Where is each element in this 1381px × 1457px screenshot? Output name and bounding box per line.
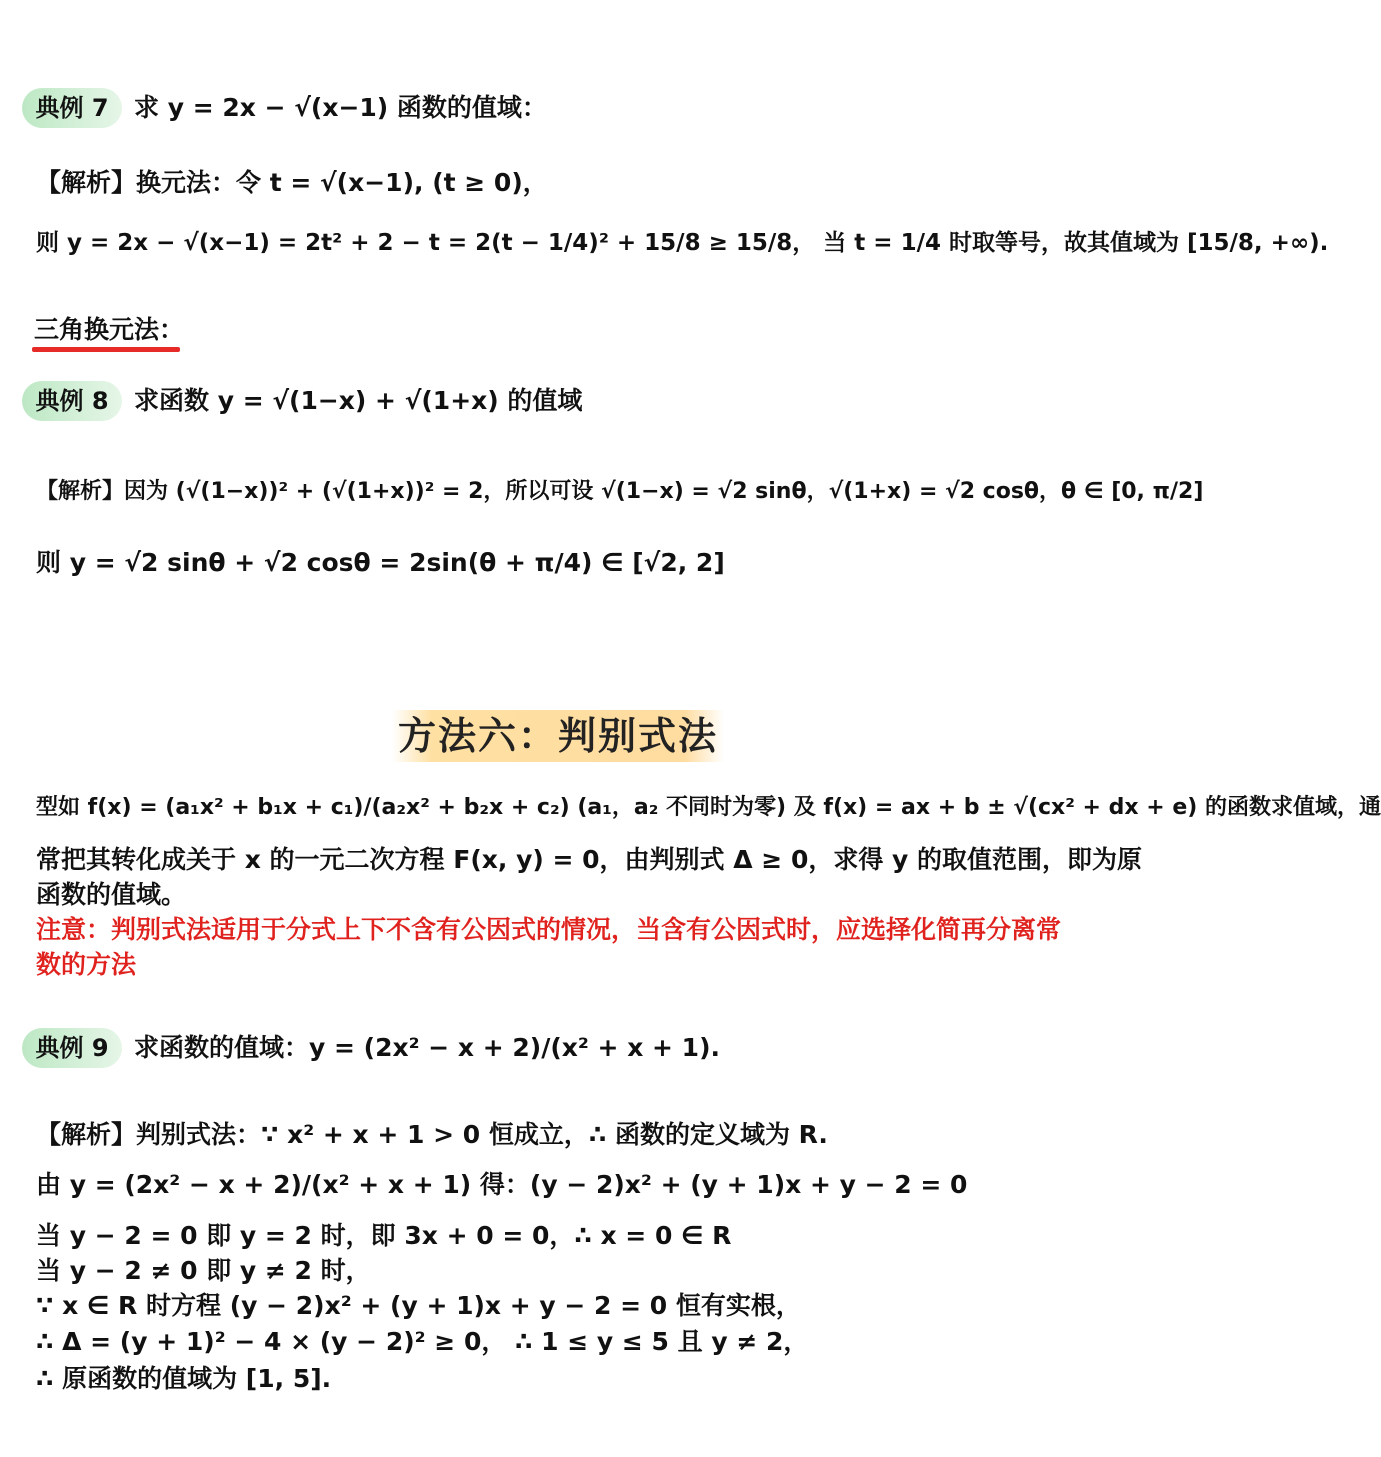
example-7-solution-line-1: 【解析】换元法：令 t = √(x−1), (t ≥ 0)，	[36, 168, 548, 197]
method-note	[36, 912, 1061, 948]
method-line-3: 函数的值域。	[36, 880, 187, 909]
example-7-question: 求 y = 2x − √(x−1) 函数的值域：	[134, 93, 547, 122]
example-8-solution-line-1: 【解析】因为 (√(1−x))² + (√(1+x))² = 2，所以可设 √(1−x) = √2 sinθ，√(1+x) = √2 cosθ，θ ∈ [0, π/2]	[36, 479, 1204, 504]
method-note-line-2: 数的方法	[36, 950, 137, 979]
example-9-solution-line-6: ∴ Δ = (y + 1)² − 4 × (y − 2)² ≥ 0， ∴ 1 ≤ y ≤ 5 且 y ≠ 2，	[36, 1327, 809, 1356]
example-7-badge: 典例 7	[22, 88, 122, 128]
example-9-solution-line-2: 由 y = (2x² − x + 2)/(x² + x + 1) 得：(y − 2)x² + (y + 1)x + y − 2 = 0	[36, 1170, 968, 1199]
example-8-badge: 典例 8	[22, 381, 122, 421]
example-9-solution-line-4: 当 y − 2 ≠ 0 即 y ≠ 2 时，	[36, 1256, 371, 1285]
trig-substitution-heading: 三角换元法：	[34, 315, 185, 344]
example-9-solution-line-3: 当 y − 2 = 0 即 y = 2 时，即 3x + 0 = 0，∴ x = 0 ∈ R	[36, 1221, 732, 1250]
example-7-solution-line-2: 则 y = 2x − √(x−1) = 2t² + 2 − t = 2(t − 1/4)² + 15/8 ≥ 15/8， 当 t = 1/4 时取等号，故其值域为 [15/8, +∞).	[36, 230, 1329, 256]
heading-underline	[32, 347, 180, 352]
section-title: 方法六：判别式法	[392, 710, 724, 762]
example-8-solution-line-2: 则 y = √2 sinθ + √2 cosθ = 2sin(θ + π/4) ∈ [√2, 2]	[36, 548, 725, 577]
method-intro: 型如 f(x) = (a₁x² + b₁x + c₁)/(a₂x² + b₂x + c₂) (a₁，a₂ 不同时为零) 及 f(x) = ax + b ± √(cx² + dx + e) 的函数求值域，通	[36, 795, 1381, 820]
note-text: 判别式法适用于分式上下不含有公因式的情况，当含有公因式时，应选择化简再分离常	[111, 915, 1062, 944]
example-9-solution-line-7: ∴ 原函数的值域为 [1, 5].	[36, 1364, 332, 1393]
example-9-badge: 典例 9	[22, 1028, 122, 1068]
example-8-question: 求函数 y = √(1−x) + √(1+x) 的值域	[134, 386, 583, 415]
example-9-solution-line-1: 【解析】判别式法：∵ x² + x + 1 > 0 恒成立，∴ 函数的定义域为 R.	[36, 1120, 828, 1149]
example-9-solution-line-5: ∵ x ∈ R 时方程 (y − 2)x² + (y + 1)x + y − 2 = 0 恒有实根，	[36, 1291, 801, 1320]
note-label: 注意：	[36, 915, 112, 944]
example-9-question: 求函数的值域：y = (2x² − x + 2)/(x² + x + 1).	[134, 1033, 720, 1062]
method-line-2: 常把其转化成关于 x 的一元二次方程 F(x, y) = 0，由判别式 Δ ≥ 0，求得 y 的取值范围，即为原	[36, 845, 1143, 874]
